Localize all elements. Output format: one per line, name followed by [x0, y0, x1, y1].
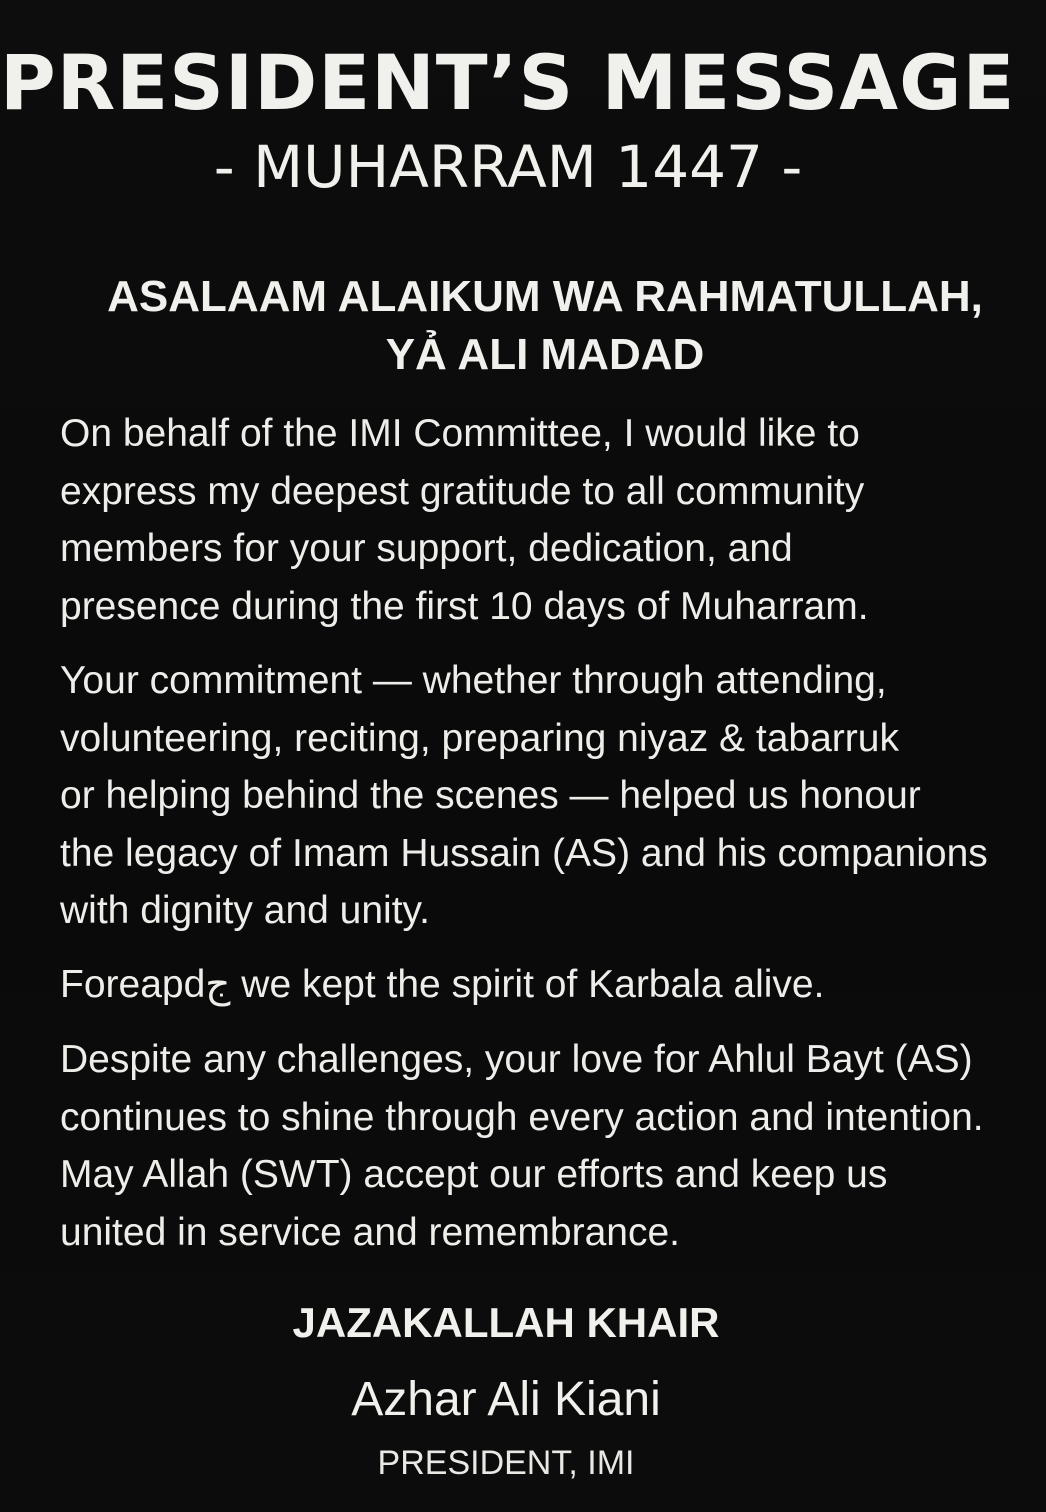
page-title: PRESIDENT’S MESSAGE [0, 38, 1016, 127]
paragraph-line: On behalf of the IMI Committee, I would like to [60, 412, 860, 455]
paragraph-line: express my deepest gratitude to all community [60, 469, 865, 513]
paragraph-line: with dignity and unity. [60, 889, 430, 932]
paragraph-line: Despite any challenges, your love for Ahlul Bayt (AS) [60, 1038, 973, 1081]
paragraph-line: Your commitment — whether through attending, [60, 659, 887, 702]
paragraph-line: or helping behind the scenes — helped us honour [60, 774, 921, 817]
paragraph-line: continues to shine through every action and intention. [60, 1095, 984, 1139]
paragraph-line: May Allah (SWT) accept our efforts and keep us [60, 1153, 888, 1196]
paragraph-line: presence during the first 10 days of Muharram. [60, 584, 869, 628]
greeting-line: ASALAAM ALAIKUM WA RAHMATULLAH, [107, 272, 983, 321]
paragraph-line: united in service and remembrance. [60, 1210, 680, 1254]
page-subtitle: - MUHARRAM 1447 - [213, 133, 803, 201]
paragraph-line: members for your support, dedication, and [60, 527, 793, 570]
body-paragraph-prayer [60, 1031, 1046, 1261]
body-paragraph-karbala [60, 956, 1046, 1014]
signer-name: Azhar Ali Kiani [351, 1373, 661, 1426]
closing-phrase: JAZAKALLAH KHAIR [292, 1299, 720, 1346]
paragraph-line: volunteering, reciting, preparing niyaz & tabarruk [60, 716, 899, 760]
signer-role: PRESIDENT, IMI [377, 1444, 635, 1482]
paragraph-line: Foreapdج we kept the spirit of Karbala alive. [60, 963, 825, 1006]
body-paragraph-commitment [60, 652, 1046, 940]
greeting-line: YẢ ALI MADAD [385, 330, 705, 379]
paragraph-line: the legacy of Imam Hussain (AS) and his companions [60, 831, 988, 875]
body-paragraph-gratitude [60, 405, 1046, 635]
greeting [0, 268, 1046, 384]
